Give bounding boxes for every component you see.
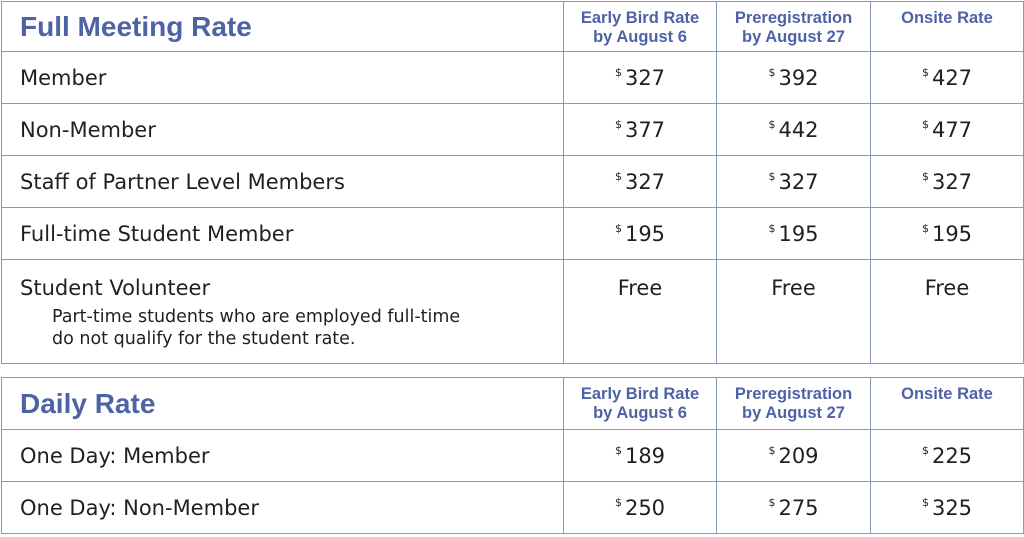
- price-value: 195: [778, 221, 819, 246]
- price-cell: [717, 208, 871, 260]
- column-header-line: by August 27: [742, 28, 845, 46]
- column-header-line: Early Bird Rate: [580, 385, 700, 403]
- price-value: 275: [778, 495, 819, 520]
- row-label: One Day: Member: [2, 430, 564, 482]
- price-cell: [871, 430, 1024, 482]
- currency-symbol: $: [614, 117, 622, 131]
- column-header-line: by August 27: [742, 404, 845, 422]
- price-cell: [871, 260, 1024, 364]
- price-value: 327: [931, 169, 973, 194]
- currency-symbol: $: [768, 221, 776, 235]
- column-header-early-bird: [564, 378, 717, 430]
- currency-symbol: $: [768, 443, 776, 457]
- price-value: 327: [778, 169, 819, 194]
- column-header-line: Preregistration: [734, 385, 853, 403]
- price-value: Free: [617, 276, 663, 300]
- currency-symbol: $: [768, 65, 776, 79]
- column-header-line: Onsite Rate: [901, 9, 993, 27]
- price-cell: [564, 156, 717, 208]
- price-cell: [871, 104, 1024, 156]
- column-header-line: Onsite Rate: [901, 385, 993, 403]
- table-row: [2, 260, 1024, 364]
- column-header-onsite: [871, 378, 1024, 430]
- price-value: 327: [624, 65, 666, 90]
- row-note-line: do not qualify for the student rate.: [52, 329, 356, 349]
- price-value: 325: [931, 495, 973, 520]
- price-cell: [564, 260, 717, 364]
- full-meeting-rate-table: [1, 1, 1024, 364]
- table-row: [2, 208, 1024, 260]
- table-row: [2, 104, 1024, 156]
- row-note: [20, 306, 563, 350]
- currency-symbol: $: [921, 495, 929, 509]
- table-row: [2, 430, 1024, 482]
- row-note-line: Part-time students who are employed full-time: [52, 307, 461, 327]
- row-label: One Day: Non-Member: [2, 482, 564, 534]
- currency-symbol: $: [921, 117, 929, 131]
- price-value: 377: [624, 117, 666, 142]
- price-cell: [564, 208, 717, 260]
- section-title: Full Meeting Rate: [2, 2, 564, 52]
- column-header-preregistration: [717, 378, 871, 430]
- price-value: Free: [924, 276, 970, 300]
- row-label: Non-Member: [2, 104, 564, 156]
- price-cell: [717, 260, 871, 364]
- row-label-cell: [2, 260, 564, 364]
- price-value: Free: [771, 276, 816, 300]
- currency-symbol: $: [921, 65, 929, 79]
- table-row: [2, 52, 1024, 104]
- currency-symbol: $: [614, 169, 622, 183]
- price-cell: [717, 482, 871, 534]
- price-value: 427: [931, 65, 973, 90]
- currency-symbol: $: [614, 443, 622, 457]
- price-value: 477: [931, 117, 973, 142]
- currency-symbol: $: [768, 169, 776, 183]
- table-header-row: [2, 2, 1024, 52]
- column-header-early-bird: [564, 2, 717, 52]
- price-cell: [717, 52, 871, 104]
- table-header-row: [2, 378, 1024, 430]
- price-cell: [564, 52, 717, 104]
- row-label: Student Volunteer: [20, 276, 211, 300]
- price-value: 225: [931, 443, 973, 468]
- price-cell: [871, 156, 1024, 208]
- price-value: 327: [624, 169, 666, 194]
- section-title: Daily Rate: [2, 378, 564, 430]
- price-cell: [717, 104, 871, 156]
- price-value: 442: [778, 117, 819, 142]
- table-row: [2, 156, 1024, 208]
- price-value: 195: [624, 221, 666, 246]
- column-header-line: Early Bird Rate: [580, 9, 700, 27]
- price-cell: [564, 482, 717, 534]
- price-cell: [564, 430, 717, 482]
- column-header-onsite: [871, 2, 1024, 52]
- price-value: 392: [778, 65, 819, 90]
- row-label: Member: [2, 52, 564, 104]
- currency-symbol: $: [921, 443, 929, 457]
- price-cell: [871, 208, 1024, 260]
- table-row: [2, 482, 1024, 534]
- row-label: Full-time Student Member: [2, 208, 564, 260]
- currency-symbol: $: [921, 221, 929, 235]
- column-header-line: by August 6: [593, 28, 687, 46]
- daily-rate-table: [1, 377, 1024, 534]
- currency-symbol: $: [614, 495, 622, 509]
- row-label: Staff of Partner Level Members: [2, 156, 564, 208]
- price-value: 209: [778, 443, 819, 468]
- column-header-preregistration: [717, 2, 871, 52]
- column-header-line: by August 6: [593, 404, 687, 422]
- column-header-line: Preregistration: [734, 9, 853, 27]
- price-value: 189: [624, 443, 666, 468]
- price-cell: [564, 104, 717, 156]
- price-cell: [871, 52, 1024, 104]
- currency-symbol: $: [614, 65, 622, 79]
- currency-symbol: $: [614, 221, 622, 235]
- price-cell: [717, 430, 871, 482]
- price-cell: [871, 482, 1024, 534]
- currency-symbol: $: [768, 117, 776, 131]
- price-value: 250: [624, 495, 666, 520]
- price-cell: [717, 156, 871, 208]
- currency-symbol: $: [921, 169, 929, 183]
- currency-symbol: $: [768, 495, 776, 509]
- price-value: 195: [931, 221, 973, 246]
